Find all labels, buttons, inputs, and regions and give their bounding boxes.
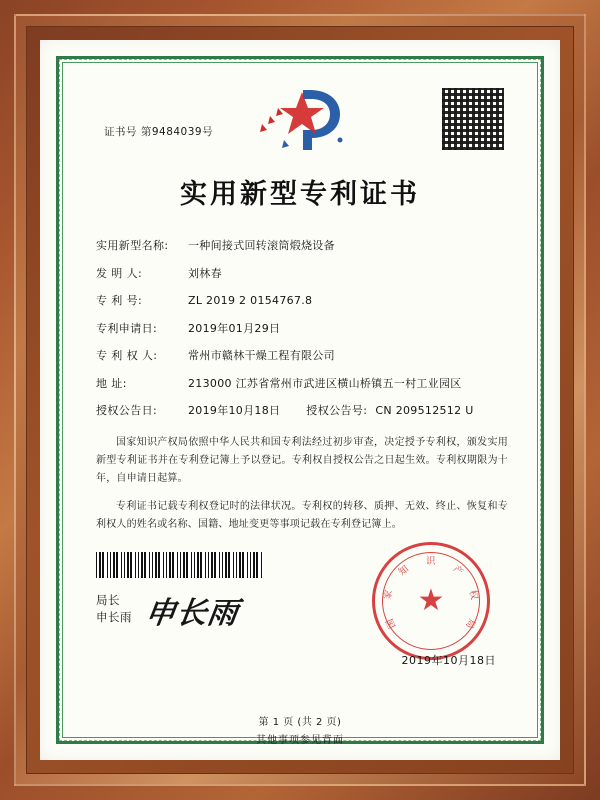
patent-office-logo-icon	[254, 84, 350, 158]
paragraph-grant: 国家知识产权局依照中华人民共和国专利法经过初步审查，决定授予专利权，颁发实用新型专利证书并在专利登记簿上予以登记。专利权自授权公告之日起生效。专利权期限为十年，自申请日起算。	[96, 437, 508, 484]
certificate-paper	[40, 40, 560, 760]
signature-labels	[96, 592, 132, 626]
field-application-date	[96, 320, 516, 336]
qr-code-icon	[442, 88, 504, 150]
barcode-icon	[96, 552, 264, 578]
signature-title: 局长	[96, 593, 120, 607]
field-label: 地 址:	[96, 376, 127, 390]
field-patent-number	[96, 292, 516, 308]
field-value: 刘林春	[188, 266, 222, 280]
field-grant-announcement	[96, 402, 516, 418]
seal-star-icon: ★	[417, 583, 445, 618]
certificate-footer	[74, 534, 526, 726]
field-label: 专 利 号:	[96, 294, 143, 307]
signature-block	[96, 592, 239, 632]
field-inventor	[96, 265, 516, 281]
certificate-header	[74, 74, 526, 160]
seal-date: 2019年10月18日	[401, 654, 496, 667]
field-value-grant-date: 2019年10月18日	[188, 404, 281, 417]
field-value-grant-number: CN 209512512 U	[375, 404, 474, 417]
handwritten-signature: 申长雨	[143, 596, 241, 631]
field-list	[74, 237, 526, 418]
field-value: ZL 2019 2 0154767.8	[188, 294, 313, 307]
field-label: 专利申请日:	[96, 321, 158, 335]
field-value: 常州市赣林干燥工程有限公司	[188, 349, 335, 362]
footnote: 其他事项参见背面	[256, 735, 344, 746]
page-title: 实用新型专利证书	[180, 179, 420, 210]
field-utility-model-name	[96, 237, 516, 253]
field-value: 2019年01月29日	[188, 321, 281, 335]
field-label-grant-date: 授权公告日:	[96, 404, 158, 417]
paragraph-registry: 专利证书记载专利权登记时的法律状况。专利权的转移、质押、无效、终止、恢复和专利权人的姓名或名称、国籍、地址变更等事项记载在专利登记簿上。	[96, 501, 508, 530]
certificate-number: 证书号 第9484039号	[104, 126, 214, 138]
field-label: 专 利 权 人:	[96, 349, 158, 362]
signature-name: 申长雨	[96, 610, 132, 624]
field-value: 213000 江苏省常州市武进区横山桥镇五一村工业园区	[188, 376, 462, 390]
seal-ring-text: 国 家 知 识 产 权 局	[381, 556, 480, 631]
official-seal-icon	[372, 542, 490, 660]
certificate-content	[74, 74, 526, 726]
legal-text	[74, 434, 526, 534]
field-label: 发 明 人:	[96, 266, 143, 280]
field-value: 一种间接式回转滚筒煅烧设备	[188, 239, 335, 252]
page-number: 第 1 页 (共 2 页)	[258, 717, 342, 728]
field-address	[96, 375, 516, 391]
field-label: 实用新型名称:	[96, 239, 169, 252]
field-label-grant-number: 授权公告号:	[306, 404, 368, 417]
field-patentee	[96, 347, 516, 363]
